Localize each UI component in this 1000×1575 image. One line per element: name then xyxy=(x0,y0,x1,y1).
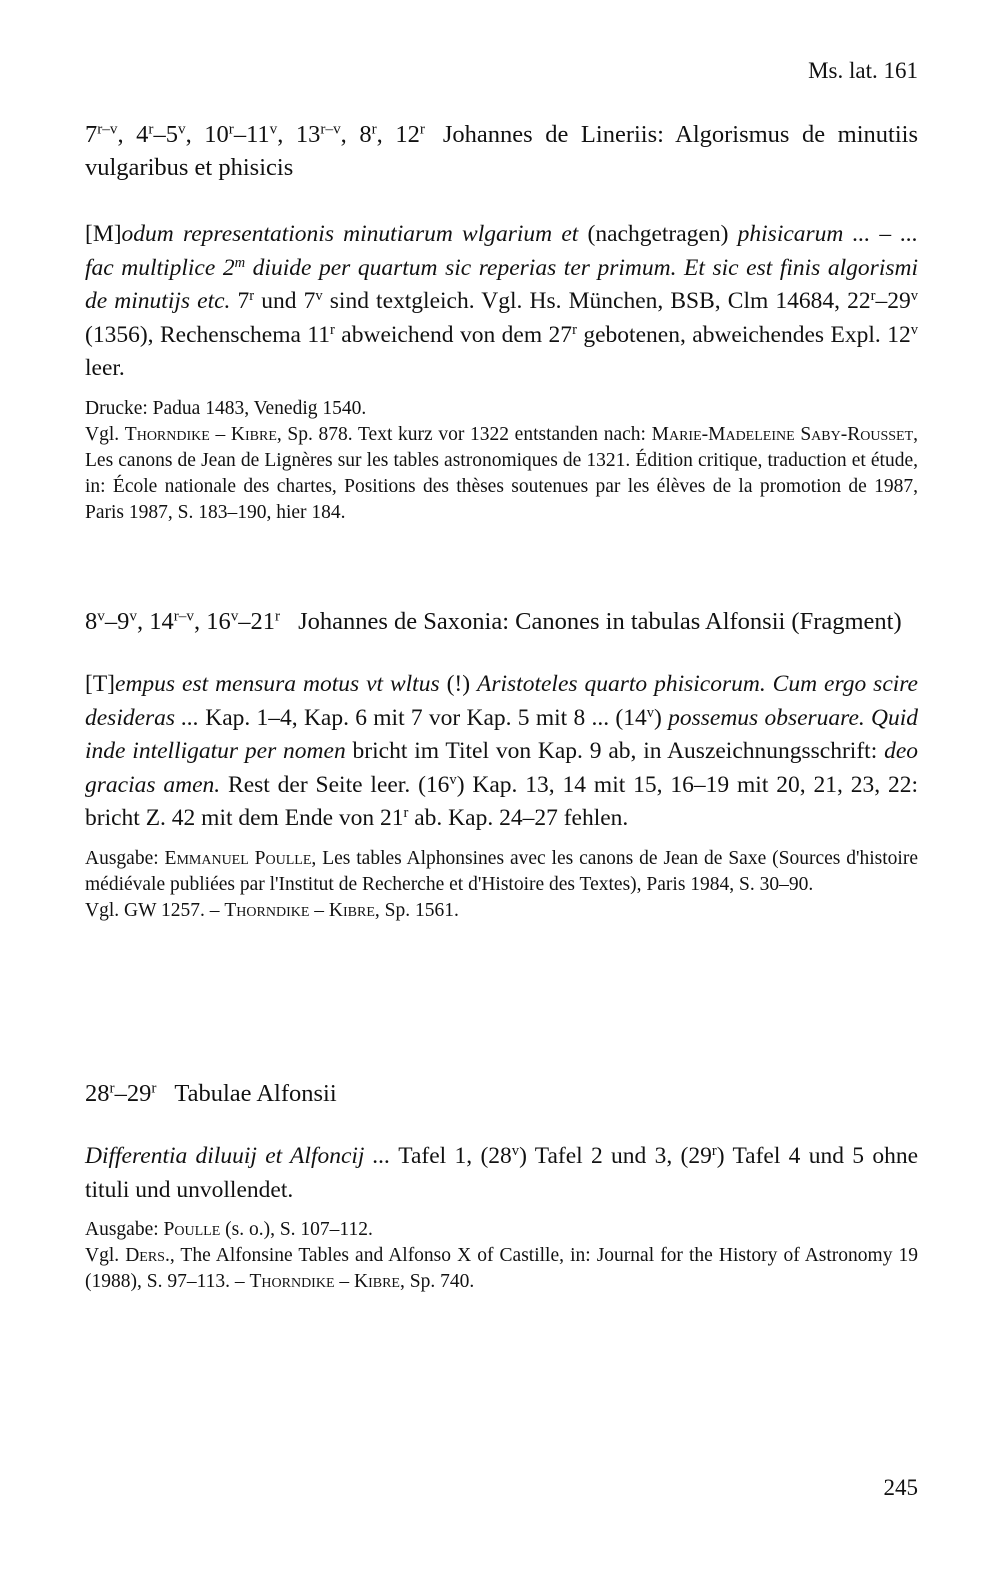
note-references: Vgl. Ders., The Alfonsine Tables and Alfonso X of Castille, in: Journal for the History of Astronomy 19 (1988), S. 97–113. – Thorndike – Kibre, Sp. 740. xyxy=(85,1245,919,1292)
entry-description: [M]odum representationis minutiarum wlgarium et (nachgetragen) phisicarum ... – ... fac multiplice 2$^m$ diuide per quartum sic reperias ter primum. Et sic est finis algorismi de minutijs etc. 7$^r$ und 7$^v$ sind textgleich. Vgl. Hs. München, BSB, Clm 14684, 22$^r$–29$^v$ (1356), Rechenschema 11$^r$ abweichend von dem 27$^r$ gebotenen, abweichendes Expl. 12$^v$ leer. xyxy=(85,221,919,381)
entry-notes xyxy=(85,846,918,924)
entry-notes xyxy=(85,1217,918,1295)
entry-lineriis xyxy=(85,118,918,526)
page-number: 245 xyxy=(883,1475,918,1500)
folio-locus: 8$^v$–9$^v$, 14$^{r-v}$, 16$^v$–21$^r$ xyxy=(85,607,281,635)
entry-heading: 7$^{r-v}$, 4$^r$–5$^v$, 10$^r$–11$^v$, 13$^{r-v}$, 8$^r$, 12$^r$ Johannes de Lineriis: Algorismus de minutiis vulgaribus et phisicis xyxy=(85,120,919,181)
note-edition: Ausgabe: Emmanuel Poulle, Les tables Alphonsines avec les canons de Jean de Saxe (Sources d'histoire médiévale publiées par l'Institut de Recherche et d'Histoire des Textes), Paris 1984, S. 30–90. xyxy=(85,847,919,895)
entry-description: [T]empus est mensura motus vt wltus (!) Aristoteles quarto phisicorum. Cum ergo scire desideras ... Kap. 1–4, Kap. 6 mit 7 vor Kap. 5 mit 8 ... (14$^v$) possemus obseruare. Quid inde intelligatur per nomen bricht im Titel von Kap. 9 ab, in Auszeichnungsschrift: deo gracias amen. Rest der Seite leer. (16$^v$) Kap. 13, 14 mit 15, 16–19 mit 20, 21, 23, 22: bricht Z. 42 mit dem Ende von 21$^r$ ab. Kap. 24–27 fehlen. xyxy=(85,671,919,831)
entry-saxonia xyxy=(85,605,918,924)
entry-tabulae xyxy=(85,1077,918,1295)
folio-locus: 7$^{r-v}$, 4$^r$–5$^v$, 10$^r$–11$^v$, 13$^{r-v}$, 8$^r$, 12$^r$ xyxy=(85,120,425,148)
running-header: Ms. lat. 161 xyxy=(808,58,918,83)
entry-description: Differentia diluuij et Alfoncij ... Tafel 1, (28$^v$) Tafel 2 und 3, (29$^r$) Tafel 4 und 5 ohne tituli und unvollendet. xyxy=(85,1143,919,1203)
entry-heading: 28$^r$–29$^r$ Tabulae Alfonsii xyxy=(85,1079,337,1107)
note-references: Vgl. Thorndike – Kibre, Sp. 878. Text kurz vor 1322 entstanden nach: Marie-Madeleine Saby-Rousset, Les canons de Jean de Lignères sur les tables astronomiques de 1321. Édition critique, traduction et étude, in: École nationale des chartes, Positions des thèses soutenues par les élèves de la promotion de 1987, Paris 1987, S. 183–190, hier 184. xyxy=(85,423,918,523)
note-references: Vgl. GW 1257. – Thorndike – Kibre, Sp. 1561. xyxy=(85,899,459,921)
note-edition: Ausgabe: Poulle (s. o.), S. 107–112. xyxy=(85,1219,373,1240)
entry-notes xyxy=(85,396,918,526)
note-prints: Drucke: Padua 1483, Venedig 1540. xyxy=(85,397,367,419)
entry-heading: 8$^v$–9$^v$, 14$^{r-v}$, 16$^v$–21$^r$ Johannes de Saxonia: Canones in tabulas Alfonsii (Fragment) xyxy=(85,607,902,635)
folio-locus: 28$^r$–29$^r$ xyxy=(85,1079,157,1107)
